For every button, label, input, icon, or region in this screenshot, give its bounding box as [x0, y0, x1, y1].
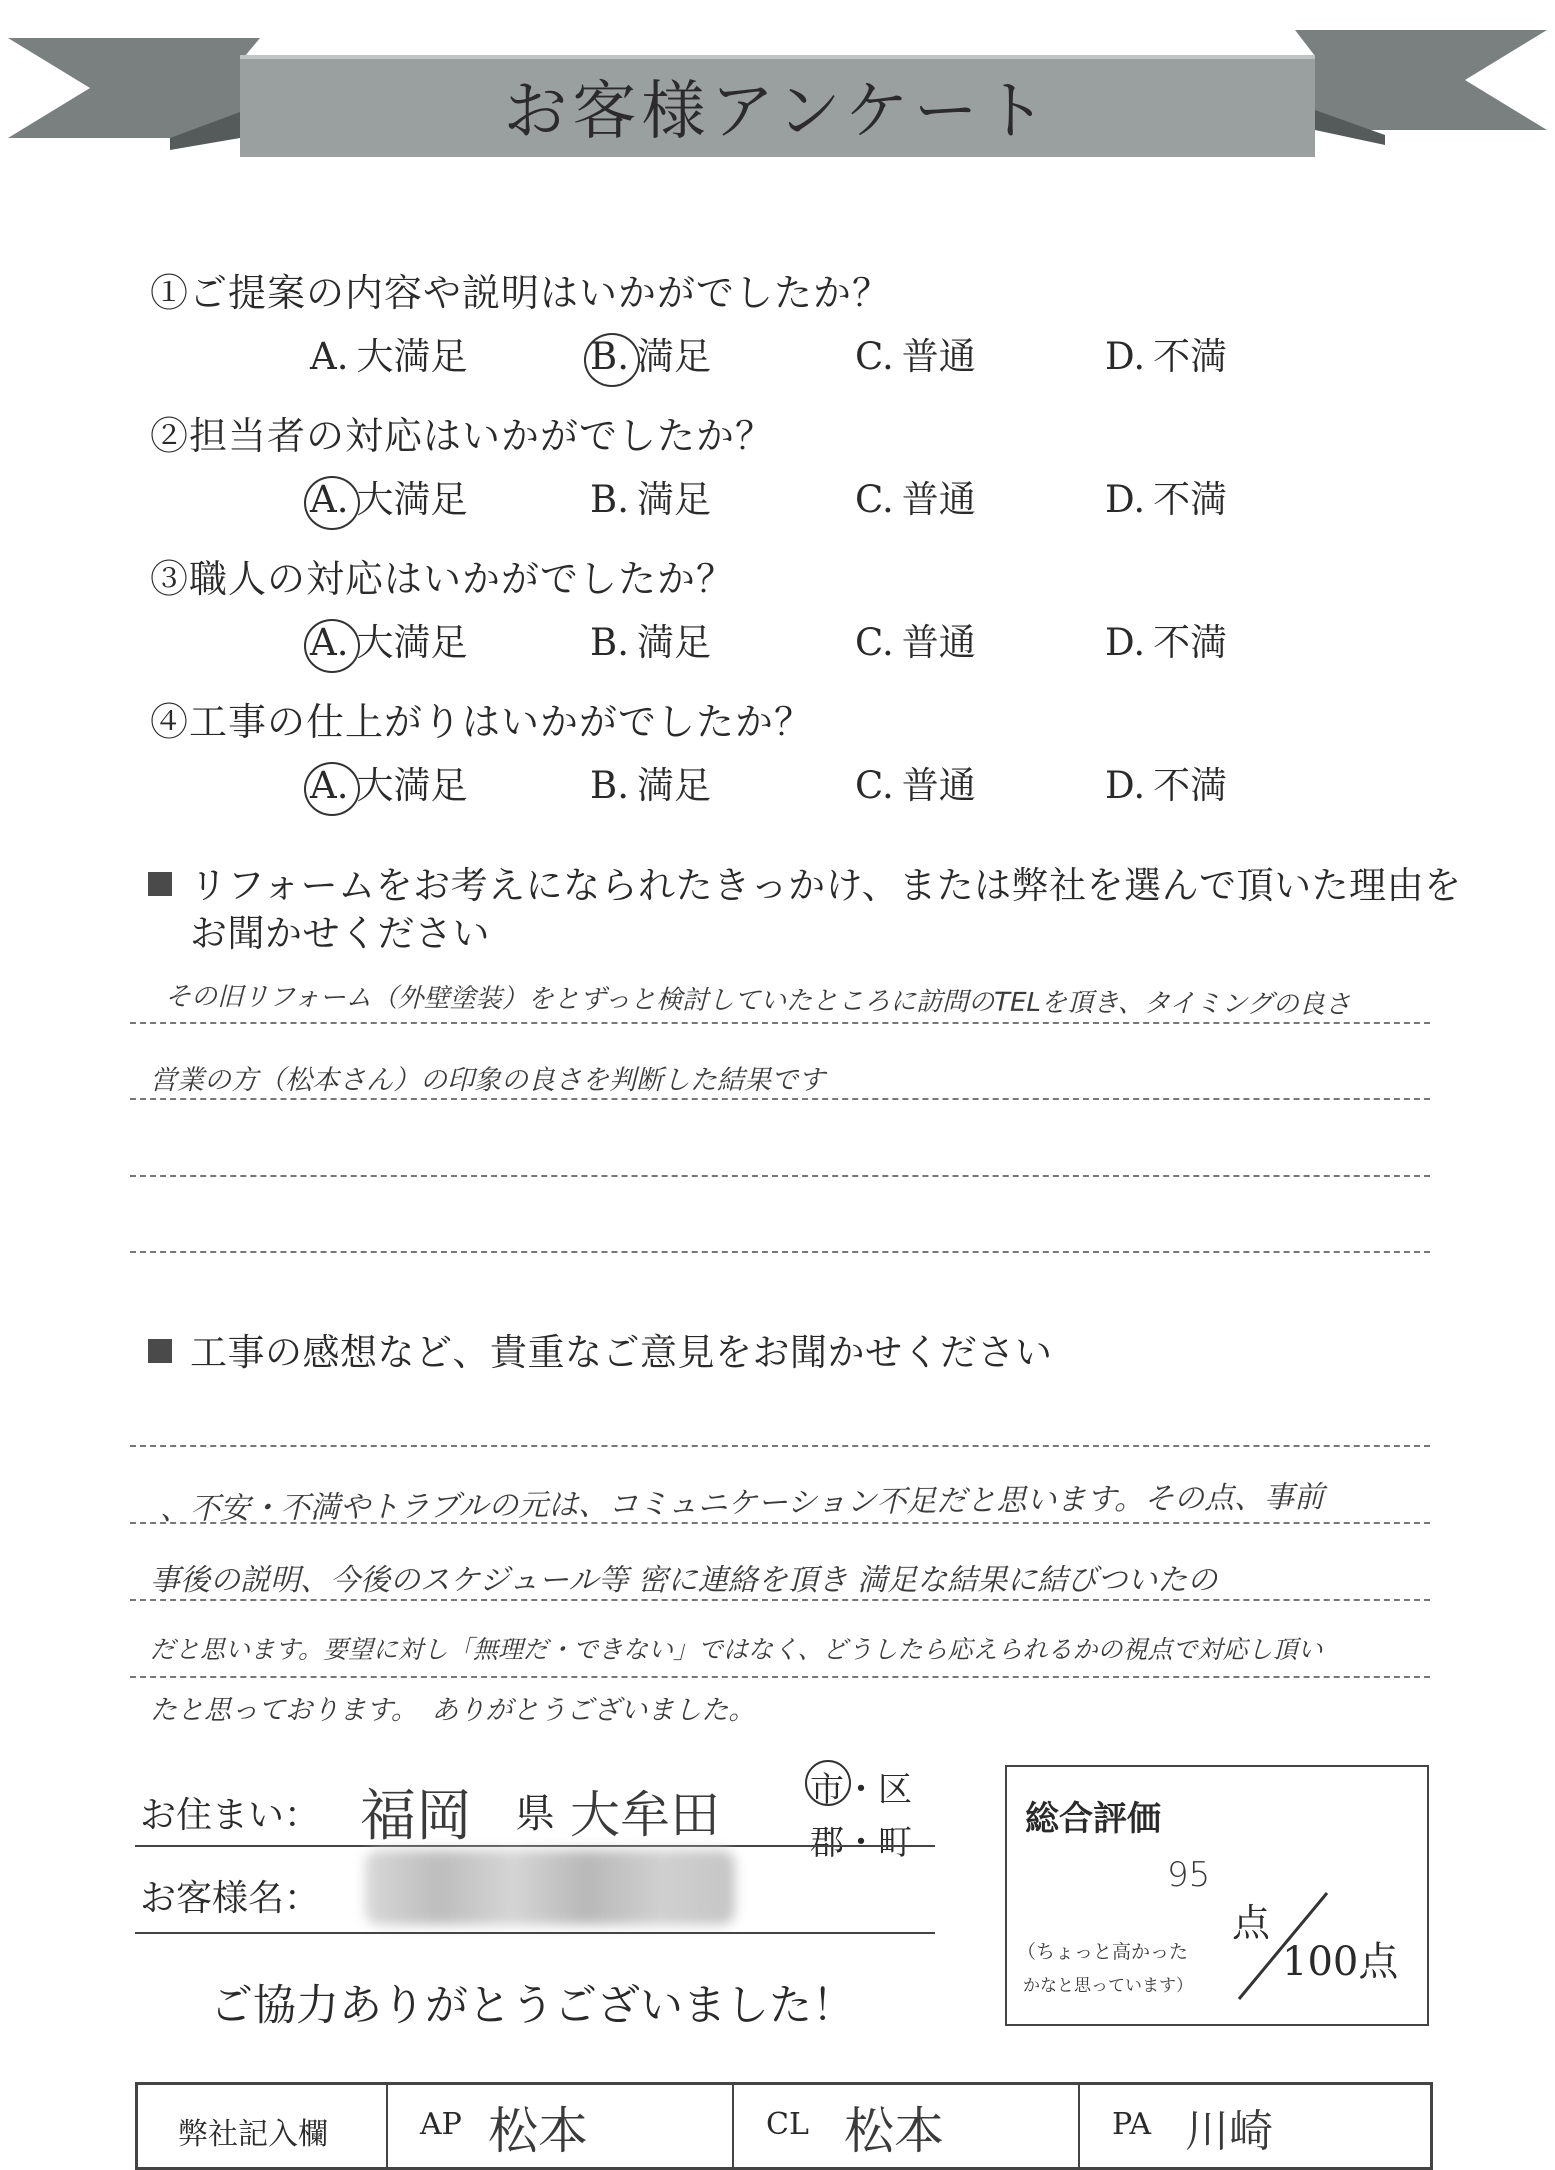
option-letter: D.: [1105, 764, 1146, 807]
pa-label: PA: [1112, 2107, 1152, 2142]
option-letter: C.: [855, 621, 894, 664]
impression-answer-line-2: 事後の説明、今後のスケジュール等 密に連絡を頂き 満足な結果に結びついたの: [150, 1563, 1218, 1598]
option-label: 満足: [636, 764, 711, 807]
option-letter: D.: [1105, 335, 1146, 378]
option-letter: A.: [310, 478, 349, 521]
square-bullet-icon: [148, 1339, 172, 1363]
question-2-text: ②担当者の対応はいかがでしたか？: [150, 414, 775, 458]
score-unit: 点: [1232, 1901, 1271, 1945]
option-letter: C.: [855, 335, 894, 378]
office-use-table: [135, 2082, 1433, 2170]
option-label: 大満足: [356, 764, 468, 807]
question-1-option-c[interactable]: [855, 326, 976, 380]
selection-circle: [805, 1760, 851, 1806]
option-label: 満足: [636, 621, 711, 664]
ap-label: AP: [420, 2107, 462, 2142]
question-4-option-a[interactable]: [310, 755, 467, 809]
question-4-option-d[interactable]: [1105, 755, 1227, 809]
option-letter: B.: [590, 478, 629, 521]
answer-line: [130, 1676, 1430, 1678]
survey-title: お客様アンケート: [503, 75, 1052, 149]
address-underline: [135, 1845, 935, 1847]
question-3-option-c[interactable]: [855, 612, 976, 666]
question-4-option-c[interactable]: [855, 755, 976, 809]
option-label: 不満: [1153, 764, 1228, 807]
question-3-text: ③職人の対応はいかがでしたか？: [150, 557, 736, 601]
question-3-option-a[interactable]: [310, 612, 467, 666]
prefecture-value: 福岡: [360, 1784, 472, 1849]
option-label: 普通: [901, 335, 976, 378]
score-comment-1: （ちょっと高かった: [1017, 1941, 1189, 1963]
score-comment-2: かなと思っています）: [1023, 1976, 1193, 1996]
pa-value: 川崎: [1185, 2106, 1273, 2157]
option-letter: C.: [855, 478, 894, 521]
question-4-option-b[interactable]: [590, 755, 711, 809]
question-2-option-b[interactable]: [590, 469, 711, 523]
answer-line: [130, 1022, 1430, 1024]
cl-value: 松本: [844, 2102, 944, 2160]
answer-line: [130, 1175, 1430, 1177]
option-letter: B.: [590, 621, 629, 664]
option-label: 大満足: [356, 621, 468, 664]
option-letter: C.: [855, 764, 894, 807]
ap-cell: [388, 2085, 734, 2167]
gun-machi-label: 郡・町: [810, 1823, 912, 1863]
answer-line: [130, 1599, 1430, 1601]
question-3-option-d[interactable]: [1105, 612, 1227, 666]
option-letter: D.: [1105, 621, 1146, 664]
option-label: 大満足: [356, 478, 468, 521]
question-3-option-b[interactable]: [590, 612, 711, 666]
overall-title: 総合評価: [1025, 1799, 1161, 1839]
reason-answer-line-1: その旧リフォーム（外壁塗装）をとずっと検討していたところに訪問のTELを頂き、タイミングの良さ: [164, 981, 1351, 1021]
office-label-cell: [138, 2085, 388, 2167]
impression-heading: 工事の感想など、貴重なご意見をお聞かせください: [148, 1322, 1053, 1376]
impression-answer-line-3: だと思います。要望に対し「無理だ・できない」ではなく、どうしたら応えられるかの視点で対応し頂い: [150, 1635, 1323, 1664]
question-4-text: ④工事の仕上がりはいかがでしたか？: [150, 700, 814, 744]
question-1-text: ①ご提案の内容や説明はいかがでしたか？: [150, 271, 892, 315]
question-1-option-a[interactable]: [310, 326, 467, 380]
customer-name-label: お客様名：: [140, 1878, 321, 1919]
question-2-option-a[interactable]: [310, 469, 467, 523]
reason-heading: リフォームをお考えになられたきっかけ、または弊社を選んで頂いた理由を: [148, 855, 1462, 909]
cl-label: CL: [766, 2107, 809, 2142]
office-label: 弊社記入欄: [178, 2117, 328, 2152]
answer-line: [130, 1445, 1430, 1447]
option-label: 普通: [901, 621, 976, 664]
cl-cell: [734, 2085, 1080, 2167]
thanks-message: ご協力ありがとうございました！: [210, 1981, 855, 2031]
pa-cell: [1080, 2085, 1430, 2167]
option-label: 普通: [901, 764, 976, 807]
ap-value: 松本: [488, 2102, 588, 2160]
option-letter: A.: [310, 621, 349, 664]
option-label: 満足: [636, 335, 711, 378]
shi-label: 市 ・区: [810, 1762, 912, 1811]
square-bullet-icon: [148, 872, 172, 896]
question-2-option-d[interactable]: [1105, 469, 1227, 523]
option-letter: A.: [310, 335, 349, 378]
option-label: 不満: [1153, 621, 1228, 664]
option-letter: B.: [590, 764, 629, 807]
name-underline: [135, 1932, 935, 1934]
score-value: 95: [1167, 1855, 1211, 1895]
option-label: 不満: [1153, 335, 1228, 378]
option-label: 普通: [901, 478, 976, 521]
answer-line: [130, 1098, 1430, 1100]
reason-heading-line2: お聞かせください: [190, 912, 490, 955]
option-label: 満足: [636, 478, 711, 521]
prefecture-suffix: 県: [515, 1791, 555, 1837]
overall-score-box: [1005, 1765, 1429, 2026]
answer-line: [130, 1251, 1430, 1253]
redacted-name: [365, 1850, 735, 1925]
question-1-option-d[interactable]: [1105, 326, 1227, 380]
score-total: 100点: [1282, 1939, 1399, 1985]
impression-answer-line-1: 、不安・不満やトラブルの元は、コミュニケーション不足だと思います。その点、事前: [159, 1479, 1325, 1528]
shi-circled: 市: [810, 1762, 844, 1811]
option-letter: B.: [590, 335, 629, 378]
option-label: 大満足: [356, 335, 468, 378]
city-value: 大牟田: [570, 1786, 720, 1844]
reason-answer-line-2: 営業の方（松本さん）の印象の良さを判断した結果です: [150, 1065, 825, 1096]
address-label: お住まい：: [140, 1795, 321, 1836]
question-2-option-c[interactable]: [855, 469, 976, 523]
question-1-option-b[interactable]: [590, 326, 711, 380]
impression-answer-line-4: たと思っております。 ありがとうございました。: [150, 1695, 756, 1726]
option-letter: D.: [1105, 478, 1146, 521]
option-label: 不満: [1153, 478, 1228, 521]
option-letter: A.: [310, 764, 349, 807]
